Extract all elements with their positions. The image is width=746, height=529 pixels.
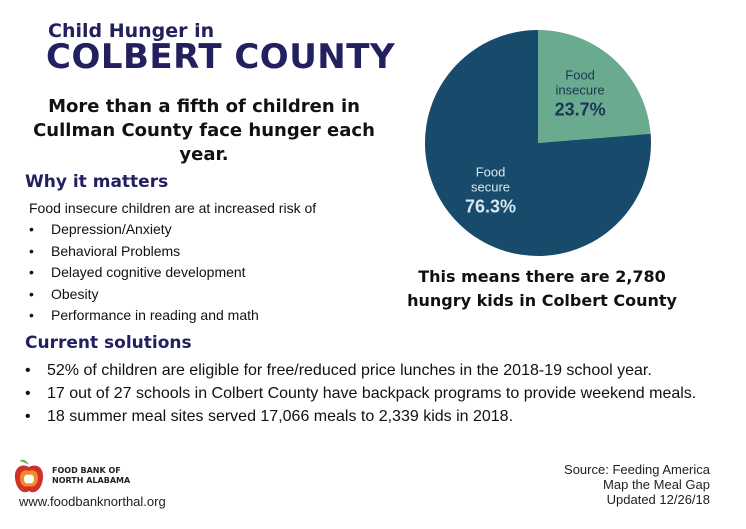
list-item: • Behavioral Problems xyxy=(29,241,259,263)
org-name-line1: FOOD BANK OF xyxy=(52,466,121,475)
list-item: • 17 out of 27 schools in Colbert County have backpack programs to provide weekend meals. xyxy=(25,383,725,404)
current-solutions-heading: Current solutions xyxy=(25,333,192,353)
list-item: • Delayed cognitive development xyxy=(29,262,259,284)
slice-label-food-insecure: Food xyxy=(565,67,595,83)
risk-list xyxy=(29,219,259,327)
list-item: • Performance in reading and math xyxy=(29,305,259,327)
page-title: COLBERT COUNTY xyxy=(46,37,396,77)
slice-value-food-insecure: 23.7% xyxy=(554,99,606,120)
updated-date: Updated 12/26/18 xyxy=(606,492,710,507)
apple-logo-icon xyxy=(12,457,46,497)
slice-label-food-insecure-line2: insecure xyxy=(555,82,605,98)
headline: More than a fifth of children in Cullman County face hunger each year. xyxy=(33,96,375,165)
list-item: • 18 summer meal sites served 17,066 meals to 2,339 kids in 2018. xyxy=(25,406,725,427)
why-intro-text: Food insecure children are at increased risk of xyxy=(29,200,317,216)
title-small: Child Hunger in xyxy=(48,20,215,42)
list-item: • 52% of children are eligible for free/reduced price lunches in the 2018-19 school year. xyxy=(25,360,725,381)
source-note xyxy=(510,462,710,507)
org-name-line2: NORTH ALABAMA xyxy=(52,476,131,485)
chart-caption: This means there are 2,780 hungry kids in Colbert County xyxy=(407,267,677,310)
why-it-matters-heading: Why it matters xyxy=(25,172,169,192)
solutions-list xyxy=(25,360,725,429)
pie-chart xyxy=(423,28,653,258)
slice-label-food-secure-line2: secure xyxy=(471,179,511,195)
list-item: • Depression/Anxiety xyxy=(29,219,259,241)
website-link[interactable]: www.foodbanknorthal.org xyxy=(19,494,166,509)
slice-value-food-secure: 76.3% xyxy=(465,196,517,217)
source-line: Source: Feeding America xyxy=(564,462,710,477)
source-line: Map the Meal Gap xyxy=(603,477,710,492)
slice-label-food-secure: Food xyxy=(475,164,506,180)
org-name xyxy=(52,466,162,486)
list-item: • Obesity xyxy=(29,284,259,306)
